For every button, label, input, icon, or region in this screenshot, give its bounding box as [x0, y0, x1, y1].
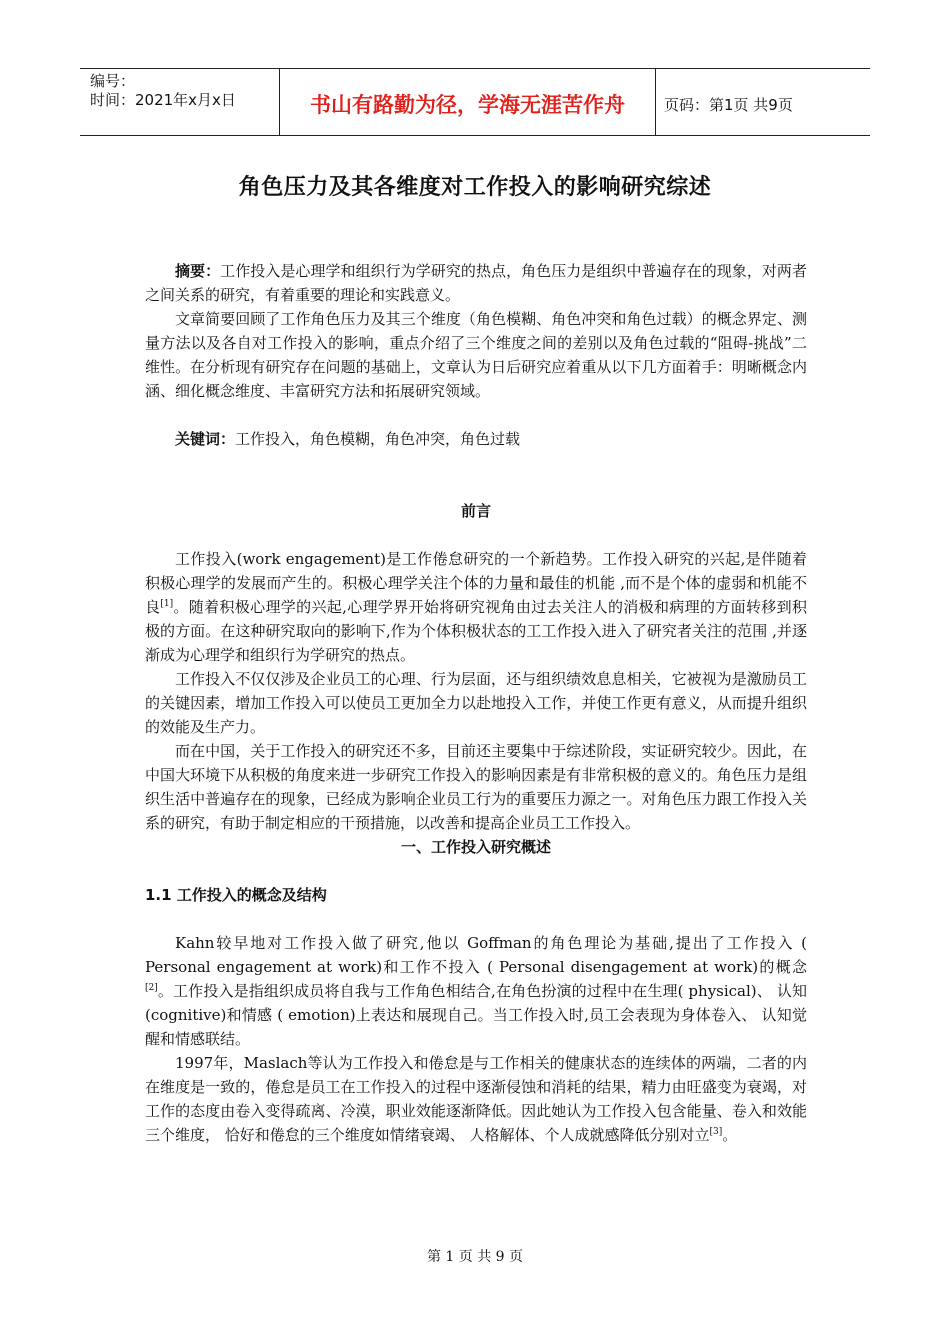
document-number-label: 编号：	[90, 72, 136, 90]
citation-ref: [2]	[145, 983, 158, 993]
keywords-paragraph	[145, 427, 807, 451]
abstract-paragraph-2: 文章简要回顾了工作角色压力及其三个维度（角色模糊、角色冲突和角色过载）的概念界定、测量方法以及各自对工作投入的影响，重点介绍了三个维度之间的差别以及角色过载的“阻碍-挑战”二维性。在分析现有研究存在问题的基础上，文章认为日后研究应着重从以下几方面着手：明晰概念内涵、细化概念维度、丰富研究方法和拓展研究领域。	[145, 310, 807, 400]
abstract-paragraph	[145, 259, 807, 307]
keywords-label: 关键词：	[175, 430, 236, 448]
abstract-label: 摘要：	[175, 262, 221, 280]
section-paragraph-1: Kahn较早地对工作投入做了研究,他以 Goffman的角色理论为基础,提出了工作投入 ( Personal engagement at work)和工作不投入 ( Personal disengagement at work)的概念[2]。工作投入是指组织成员将自我与工作角色相结合,在角色扮演的过程中在生理( physical)、 认知 (cognitive)和情感 ( emotion)上表达和展现自己。当工作投入时,员工会表现为身体卷入、 认知觉醒和情感联结。	[145, 934, 807, 1048]
preface-paragraph-2: 工作投入不仅仅涉及企业员工的心理、行为层面，还与组织绩效息息相关，它被视为是激励员工的关键因素，增加工作投入可以使员工更加全力以赴地投入工作，并使工作更有意义，从而提升组织的效能及生产力。	[145, 670, 807, 736]
citation-ref: [3]	[709, 1127, 723, 1137]
section-paragraph-2: 1997年，Maslach等认为工作投入和倦怠是与工作相关的健康状态的连续体的两端，二者的内在维度是一致的，倦怠是员工在工作投入的过程中逐渐侵蚀和消耗的结果，精力由旺盛变为衰竭，对工作的态度由卷入变得疏离、冷漠，职业效能逐渐降低。因此她认为工作投入包含能量、卷入和效能三个维度， 恰好和倦怠的三个维度如情绪衰竭、 人格解体、个人成就感降低分别对立[3]。	[145, 1054, 807, 1144]
preface-paragraph-1: 工作投入(work engagement)是工作倦怠研究的一个新趋势。工作投入研究的兴起,是伴随着积极心理学的发展而产生的。积极心理学关注个体的力量和最佳的机能 ,而不是个体的虚弱和机能不良[1]。随着积极心理学的兴起,心理学界开始将研究视角由过去关注人的消极和病理的方面转移到积极的方面。在这种研究取向的影响下,作为个体积极状态的工工作投入进入了研究者关注的范围 ,并逐渐成为心理学和组织行为学研究的热点。	[145, 550, 807, 664]
citation-ref: [1]	[160, 599, 174, 609]
document-body	[145, 259, 807, 1147]
keywords-text: 工作投入，角色模糊，角色冲突，角色过载	[235, 430, 521, 448]
subsection-heading: 1.1 工作投入的概念及结构	[145, 886, 327, 904]
header-meta	[80, 69, 280, 135]
header-page-info: 页码：第1页 共9页	[664, 95, 793, 114]
page-header	[80, 68, 870, 136]
section-heading: 一、工作投入研究概述	[400, 838, 551, 856]
abstract-text: 工作投入是心理学和组织行为学研究的热点，角色压力是组织中普遍存在的现象，对两者之间关系的研究，有着重要的理论和实践意义。	[145, 262, 807, 304]
document-date: 时间：2021年x月x日	[90, 91, 236, 109]
header-motto: 书山有路勤为径，学海无涯苦作舟	[280, 69, 656, 135]
page-footer: 第 1 页 共 9 页	[426, 1249, 524, 1265]
document-title: 角色压力及其各维度对工作投入的影响研究综述	[238, 175, 712, 200]
preface-heading: 前言	[460, 502, 491, 520]
preface-paragraph-3: 而在中国，关于工作投入的研究还不多，目前还主要集中于综述阶段，实证研究较少。因此，在中国大环境下从积极的角度来进一步研究工作投入的影响因素是有非常积极的意义的。角色压力是组织生活中普遍存在的现象，已经成为影响企业员工行为的重要压力源之一。对角色压力跟工作投入关系的研究，有助于制定相应的干预措施，以改善和提高企业员工工作投入。	[145, 742, 807, 832]
